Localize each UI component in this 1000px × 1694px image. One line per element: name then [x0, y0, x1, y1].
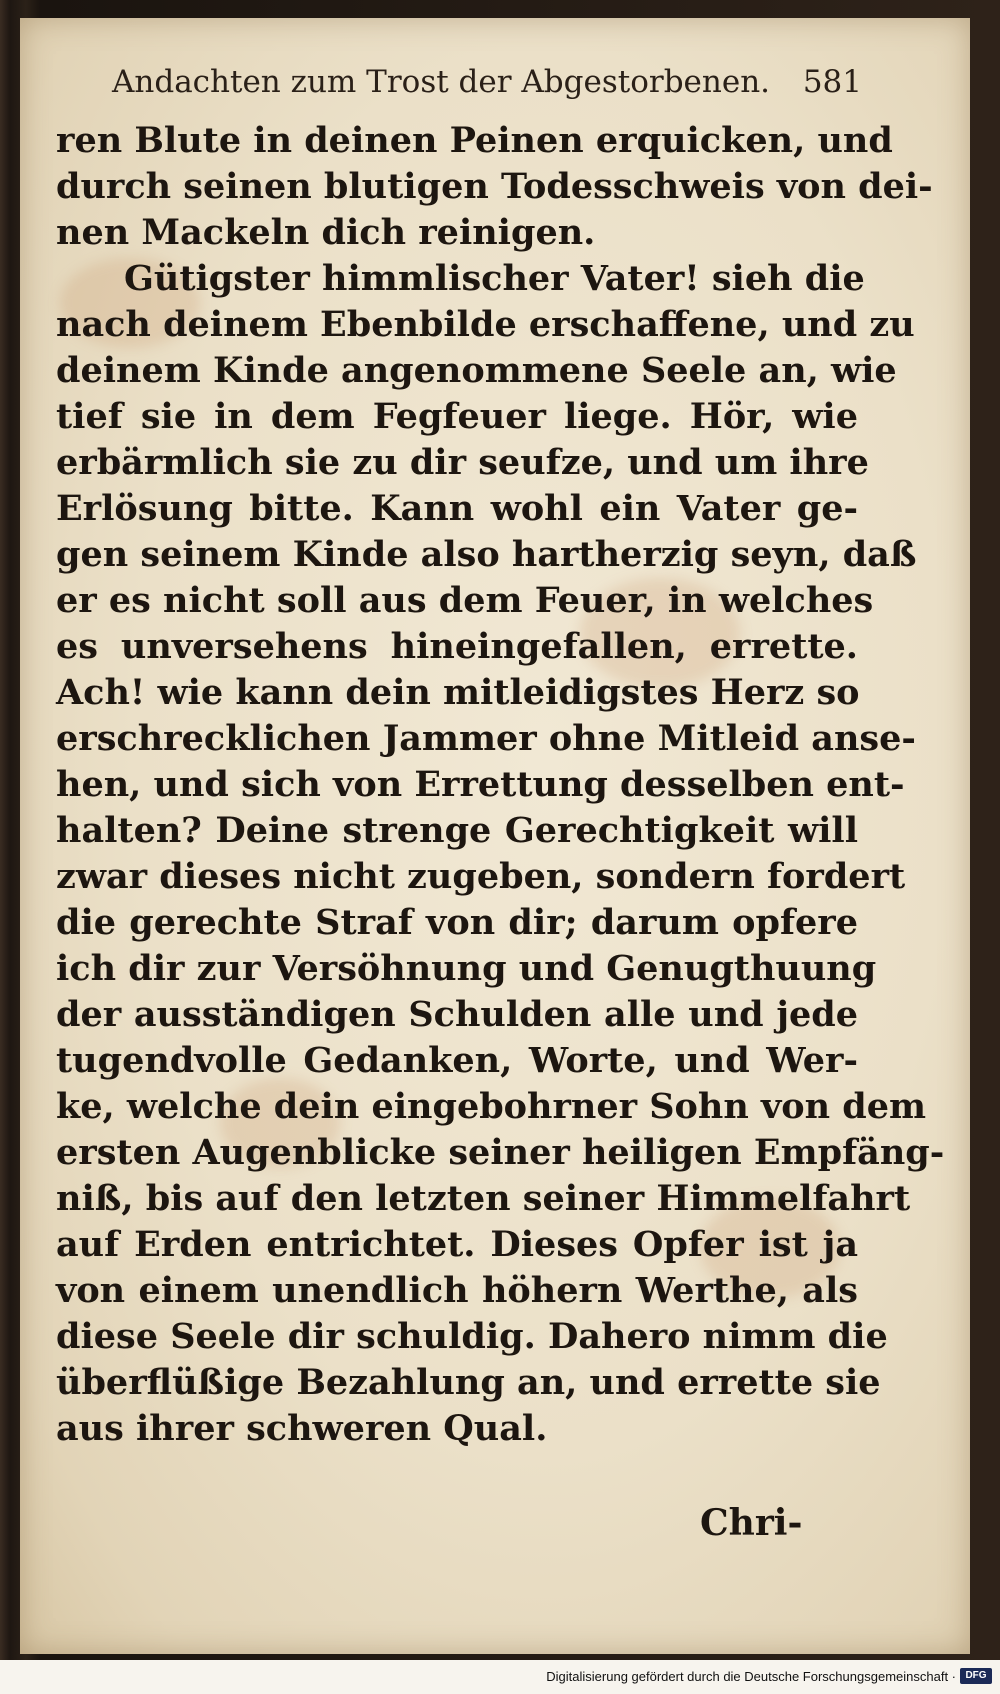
dfg-logo: DFG — [960, 1668, 992, 1684]
text-line: tugendvolle Gedanken, Worte, und Wer- — [56, 1040, 858, 1081]
text-line: ren Blute in deinen Peinen erquicken, und — [56, 120, 893, 161]
text-line: er es nicht soll aus dem Feuer, in welches — [56, 580, 874, 621]
text-line: zwar dieses nicht zugeben, sondern fordert — [56, 856, 906, 897]
digitization-footer — [0, 1660, 1000, 1694]
text-line: tief sie in dem Fegfeuer liege. Hör, wie — [56, 396, 858, 437]
page-number: 581 — [802, 64, 862, 100]
text-line: durch seinen blutigen Todesschweis von dei- — [56, 166, 933, 207]
text-line: Gütigster himmlischer Vater! sieh die — [124, 258, 865, 299]
text-line: ersten Augenblicke seiner heiligen Empfäng- — [56, 1132, 945, 1173]
text-line: erbärmlich sie zu dir seufze, und um ihre — [56, 442, 869, 483]
text-line: nach deinem Ebenbilde erschaffene, und zu — [56, 304, 915, 345]
text-line: erschrecklichen Jammer ohne Mitleid anse- — [56, 718, 916, 759]
text-line: auf Erden entrichtet. Dieses Opfer ist ja — [56, 1224, 858, 1265]
catchword: Chri- — [700, 1502, 803, 1544]
text-line: nen Mackeln dich reinigen. — [56, 212, 596, 253]
text-line: gen seinem Kinde also hartherzig seyn, daß — [56, 534, 917, 575]
text-line: es unversehens hineingefallen, errette. — [56, 626, 858, 667]
running-title: Andachten zum Trost der Abgestorbenen. — [112, 64, 771, 100]
body-text — [56, 118, 945, 1452]
text-line: der ausständigen Schulden alle und jede — [56, 994, 858, 1035]
text-line: überflüßige Bezahlung an, und errette sie — [56, 1362, 881, 1403]
text-line: deinem Kinde angenommene Seele an, wie — [56, 350, 897, 391]
text-line: ich dir zur Versöhnung und Genugthuung — [56, 948, 877, 989]
text-line: von einem unendlich höhern Werthe, als — [56, 1270, 858, 1311]
text-line: die gerechte Straf von dir; darum opfere — [56, 902, 858, 943]
text-line: Erlösung bitte. Kann wohl ein Vater ge- — [56, 488, 858, 529]
text-line: diese Seele dir schuldig. Dahero nimm die — [56, 1316, 888, 1357]
text-line: aus ihrer schweren Qual. — [56, 1408, 548, 1449]
funding-credit: Digitalisierung gefördert durch die Deutsche Forschungsgemeinschaft · — [546, 1669, 956, 1684]
text-line: halten? Deine strenge Gerechtigkeit will — [56, 810, 858, 851]
text-line: ke, welche dein eingebohrner Sohn von dem — [56, 1086, 927, 1127]
text-line: hen, und sich von Errettung desselben ent- — [56, 764, 905, 805]
text-line: niß, bis auf den letzten seiner Himmelfahrt — [56, 1178, 911, 1219]
text-line: Ach! wie kann dein mitleidigstes Herz so — [56, 672, 860, 713]
running-header — [112, 60, 872, 110]
